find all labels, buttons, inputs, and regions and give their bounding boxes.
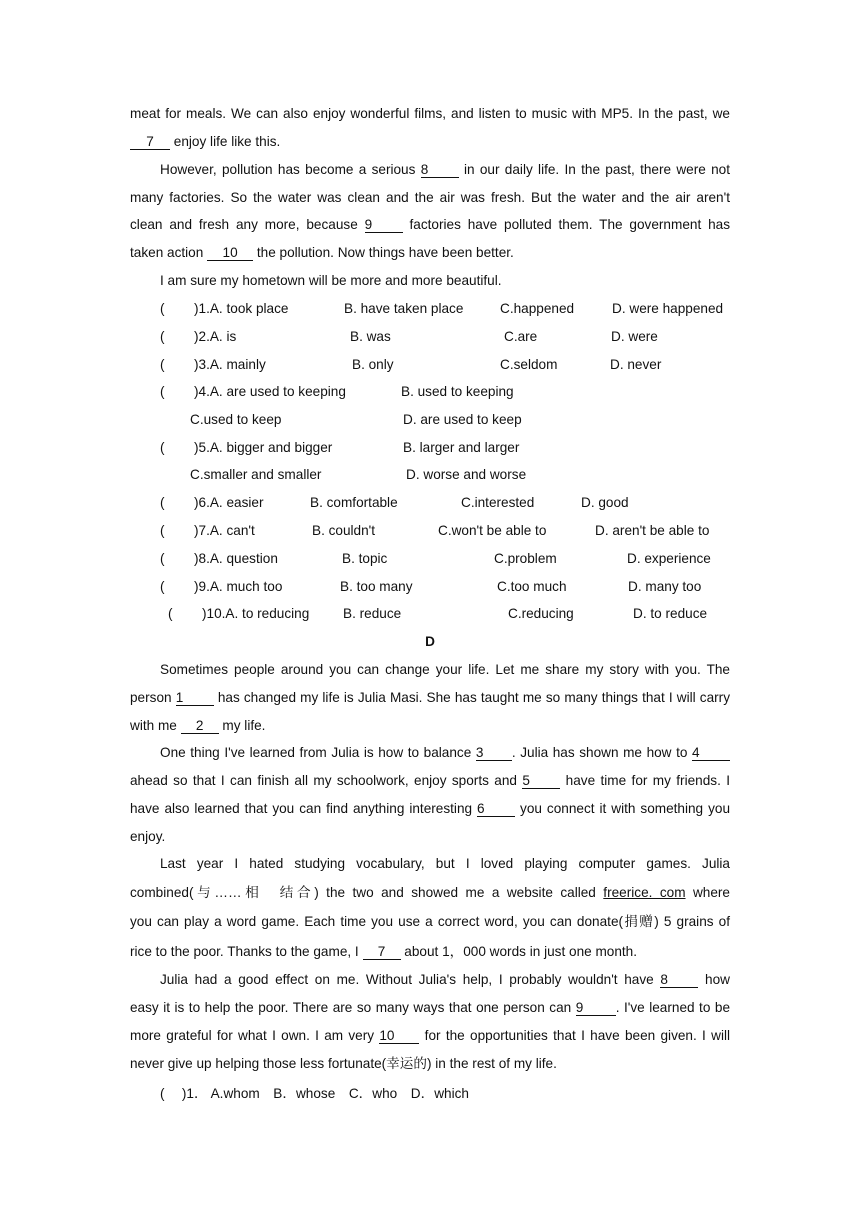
section-d-heading: D <box>425 634 435 649</box>
d-p4-line-3: more grateful for what I own. I am very 10 for the opportunities that I have been given. I will <box>130 1028 731 1043</box>
d-blank-4: 4 <box>692 745 730 761</box>
d-p2-line-4: enjoy. <box>130 829 166 844</box>
blank-8: 8 <box>421 162 459 178</box>
d-p1-line-3: with me 2 my life. <box>130 718 266 733</box>
d-p3-line-4: rice to the poor. Thanks to the game, I 7 about 1，000 words in just one month. <box>130 944 638 959</box>
d-p3-line-3: you can play a word game. Each time you use a correct word, you can donate(捐赠) 5 grains of <box>130 914 730 929</box>
passage-c-line-6: taken action 10 the pollution. Now things have been better. <box>130 245 514 260</box>
d-blank-3: 3 <box>476 745 512 761</box>
blank-9: 9 <box>365 217 403 233</box>
d-blank-10: 10 <box>379 1028 419 1044</box>
passage-c-line-1: meat for meals. We can also enjoy wonderful films, and listen to music with MP5. In the past, we <box>130 106 730 121</box>
passage-c-line-4: many factories. So the water was clean and the air was fresh. But the water and the air aren't <box>130 190 730 205</box>
d-p3-line-1: Last year I hated studying vocabulary, but I loved playing computer games. Julia <box>160 856 730 871</box>
d-blank-6: 6 <box>477 801 515 817</box>
document-page: meat for meals. We can also enjoy wonderful films, and listen to music with MP5. In the past, we 7 enjoy life like this. However, pollution has become a serious 8 in our daily life. In the past, there were not many factories. So the water was clean and the air was fresh. But the water and the air aren't clean and fresh any more, because 9 factories have polluted them. The government has taken action 10 the pollution. Now things have been better. I am sure my hometown will be more and more beautiful. ( )1.A. took place B. have taken place C.happened D. were happened ( )2.A. is B. was C.are D. were ( )3.A. mainly B. only C.seldom D. never ( )4.A. are used to keeping B. used to keeping C.used to keep D. are used to keep ( )5.A. bigger and bigger B. larger and larger C.smaller and smaller D. worse and worse ( )6.A. easier B. comfortable C.interested D. good ( )7.A. can't B. couldn't C.won't be able to D. aren't be able to ( )8.A. question B. topic C.problem D. experience ( )9.A. much too B. too many C.too much D. many too ( )10.A. to reducing B. reduce C.reducing D. to reduce D Sometimes people around you can change your life. Let me share my story with you. The person 1 has changed my life is Julia Masi. She has taught me so many things that I will carry with me 2 my life. One thing I've learned from Julia is how to balance 3 . Julia has shown me how to 4 ahead so that I can finish all my schoolwork, enjoy sports and 5 have time for my friends. I have also learned that you can find anything interesting 6 you connect it with something you enjoy. Last year I hated studying vocabulary, but I loved playing computer games. Julia combined(与……相 结合) the two and showed me a website called freerice. com where you can play a word game. Each time you use a correct word, you can donate(捐赠) 5 grains of rice to the poor. Thanks to the game, I 7 about 1，000 words in just one month. Julia had a good effect on me. Without Julia's help, I probably wouldn't have 8 how easy it is to help the poor. There are so many ways that one person can 9 . I've learned to be more grateful for what I own. I am very 10 for the opportunities that I have been given. I will never give up helping those less fortunate(幸运的) in the rest of my life. ( )1． A.whom B．whose C．who D．which <box>0 0 860 1216</box>
passage-c-line-7: I am sure my hometown will be more and more beautiful. <box>160 273 502 288</box>
question-d1: ( )1． A.whom B．whose C．who D．which <box>160 1086 469 1101</box>
d-p4-line-4: never give up helping those less fortunate(幸运的) in the rest of my life. <box>130 1056 557 1071</box>
d-p2-line-3: have also learned that you can find anything interesting 6 you connect it with something you <box>130 801 731 816</box>
d-blank-2: 2 <box>181 718 219 734</box>
blank-10: 10 <box>207 245 253 261</box>
d-blank-7: 7 <box>363 944 401 960</box>
d-blank-8: 8 <box>660 972 698 988</box>
d-blank-1: 1 <box>176 690 214 706</box>
d-blank-5: 5 <box>522 773 560 789</box>
d-p4-line-2: easy it is to help the poor. There are so many ways that one person can 9 . I've learned to be <box>130 1000 731 1015</box>
d-p3-line-2: combined(与……相 结合) the two and showed me a website called freerice. com where <box>130 885 730 900</box>
d-p4-line-1: Julia had a good effect on me. Without Julia's help, I probably wouldn't have 8 how <box>160 972 730 987</box>
passage-c-line-3: However, pollution has become a serious 8 in our daily life. In the past, there were not <box>160 162 730 177</box>
d-blank-9: 9 <box>576 1000 616 1016</box>
blank-7: 7 <box>130 134 170 150</box>
passage-c-line-5: clean and fresh any more, because 9 factories have polluted them. The government has <box>130 217 730 232</box>
passage-c-line-2: 7 enjoy life like this. <box>130 132 730 152</box>
d-p1-line-2: person 1 has changed my life is Julia Masi. She has taught me so many things that I will carry <box>130 690 731 705</box>
d-p2-line-1: One thing I've learned from Julia is how to balance 3 . Julia has shown me how to 4 <box>130 743 730 763</box>
d-p2-line-2: ahead so that I can finish all my schoolwork, enjoy sports and 5 have time for my friends. I <box>130 773 730 788</box>
d-p1-line-1: Sometimes people around you can change your life. Let me share my story with you. The <box>160 662 730 677</box>
website-link[interactable]: freerice. com <box>603 885 686 900</box>
